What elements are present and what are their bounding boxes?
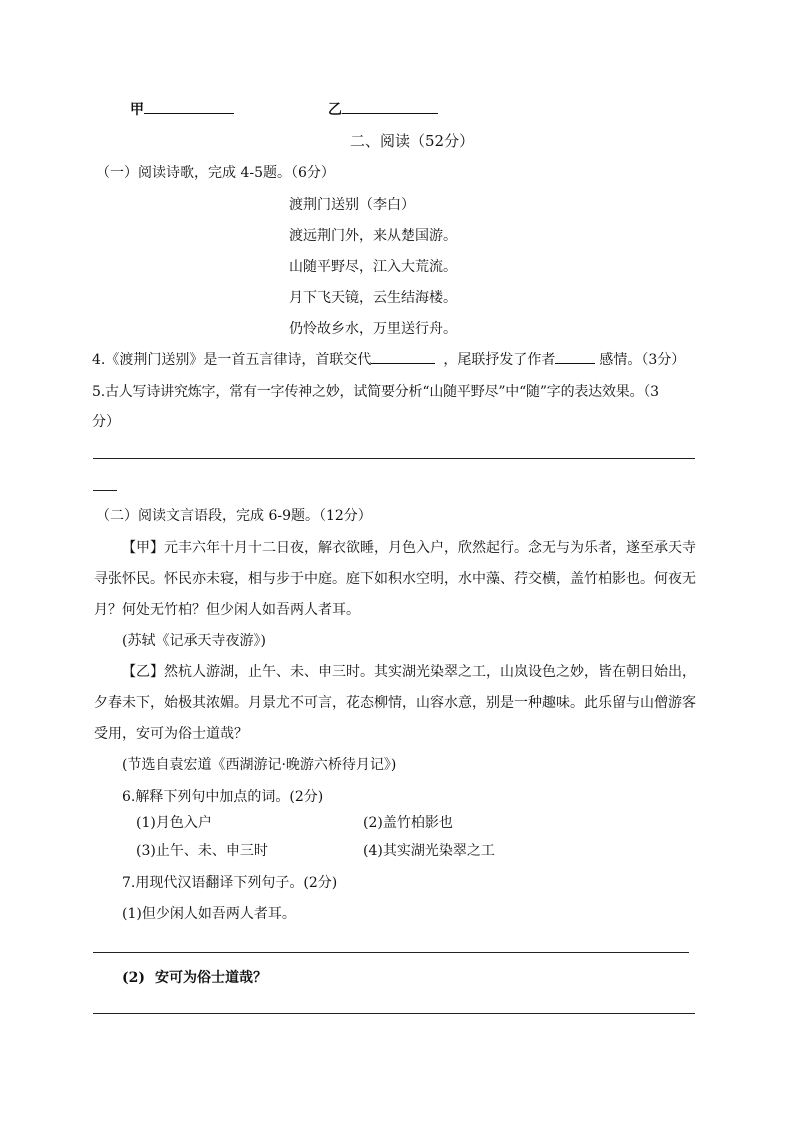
- question-5-line-1: 5.古人写诗讲究炼字，常有一字传神之妙，试简要分析“山随平野尽”中“随”字的表达效果。（3: [92, 384, 659, 400]
- q7-sentence-2-text: 安可为俗士道哉？: [155, 970, 267, 986]
- answer-line-q7-2[interactable]: [93, 1013, 695, 1014]
- q4-suffix: 感情。（3分）: [599, 352, 686, 368]
- answer-line-q7-1[interactable]: [93, 952, 689, 953]
- q6-item-1-pre: 月色: [155, 815, 184, 831]
- q4-prefix: 4.《渡荆门送别》是一首五言律诗，首联交代: [92, 352, 372, 368]
- yi-line-3: 受用，安可为俗士道哉？: [94, 726, 248, 742]
- q6-item-4-no: (4): [363, 843, 383, 859]
- q6-item-1-post: 户: [197, 815, 212, 831]
- q6-item-3-dotted: 止: [155, 843, 170, 859]
- q6-item-3-no: (3): [136, 843, 156, 859]
- question-4: [92, 350, 685, 370]
- part1-heading: （一）阅读诗歌，完成 4-5题。（6分）: [96, 165, 335, 181]
- q4-middle: ，尾联抒发了作者: [443, 352, 556, 368]
- label-yi: 乙: [328, 102, 342, 118]
- poem-line-3: 月下飞天镜，云生结海楼。: [289, 290, 457, 306]
- fill-row-yi: [328, 100, 438, 120]
- section-title: 二、阅读（52分）: [350, 132, 475, 150]
- fill-row-jia: [130, 100, 234, 120]
- q6-item-1: [136, 813, 212, 833]
- yi-line-1: 【乙】然杭人游湖，止午、未、申三时。其实湖光染翠之工，山岚设色之妙，皆在朝日始出，: [122, 664, 696, 680]
- poem-line-2: 山随平野尽，江入大荒流。: [289, 259, 457, 275]
- question-7: 7.用现代汉语翻译下列句子。(2分): [122, 875, 338, 891]
- q6-item-2-dotted: 盖: [382, 815, 397, 831]
- q6-item-2: [363, 813, 453, 833]
- jia-source: (苏轼《记承天寺夜游》): [122, 633, 266, 649]
- q6-item-2-post: 竹柏影也: [396, 815, 453, 831]
- poem-line-4: 仍怜故乡水，万里送行舟。: [289, 321, 457, 337]
- poem-line-1: 渡远荆门外，来从楚国游。: [289, 228, 457, 244]
- q6-item-3: [136, 841, 268, 861]
- answer-line-q5[interactable]: [93, 458, 695, 459]
- q6-item-1-dotted: 入: [183, 815, 198, 831]
- q4-blank-2[interactable]: [555, 350, 595, 364]
- jia-line-2: 寻张怀民。怀民亦未寝，相与步于中庭。庭下如积水空明，水中藻、荇交横，盖竹柏影也。何夜无: [94, 571, 696, 587]
- blank-jia[interactable]: [144, 100, 234, 114]
- label-jia: 甲: [130, 102, 144, 118]
- q7-sentence-1: (1)但少闲人如吾两人者耳。: [122, 906, 296, 922]
- q6-item-4-dotted: 工: [480, 843, 495, 859]
- q6-item-2-no: (2): [363, 815, 383, 831]
- jia-line-3: 月？何处无竹柏？但少闲人如吾两人者耳。: [94, 602, 360, 618]
- q6-item-4: [363, 841, 495, 861]
- q6-item-1-no: (1): [136, 815, 156, 831]
- yi-line-2: 夕春未下，始极其浓媚。月景尤不可言，花态柳情，山容水意，别是一种趣味。此乐留与山僧游客: [94, 695, 696, 711]
- q7-sentence-2: [122, 968, 267, 988]
- question-6: 6.解释下列句中加点的词。(2分): [122, 789, 324, 805]
- q6-item-3-post: 午、未、申三时: [169, 843, 268, 859]
- q7-sentence-2-no: (2): [122, 970, 145, 986]
- q6-item-4-pre: 其实湖光染翠之: [382, 843, 481, 859]
- answer-line-q5-short[interactable]: [93, 490, 117, 491]
- question-5-line-2: 分）: [92, 414, 120, 430]
- q4-blank-1[interactable]: [371, 350, 435, 364]
- jia-line-1: 【甲】元丰六年十月十二日夜，解衣欲睡，月色入户，欣然起行。念无与为乐者，遂至承天寺: [122, 540, 696, 556]
- yi-source: (节选自袁宏道《西湖游记·晚游六桥待月记》): [122, 757, 397, 773]
- poem-title: 渡荆门送别（李白）: [289, 197, 415, 213]
- blank-yi[interactable]: [342, 100, 438, 114]
- part2-heading: （二）阅读文言语段，完成 6-9题。（12分）: [96, 508, 372, 524]
